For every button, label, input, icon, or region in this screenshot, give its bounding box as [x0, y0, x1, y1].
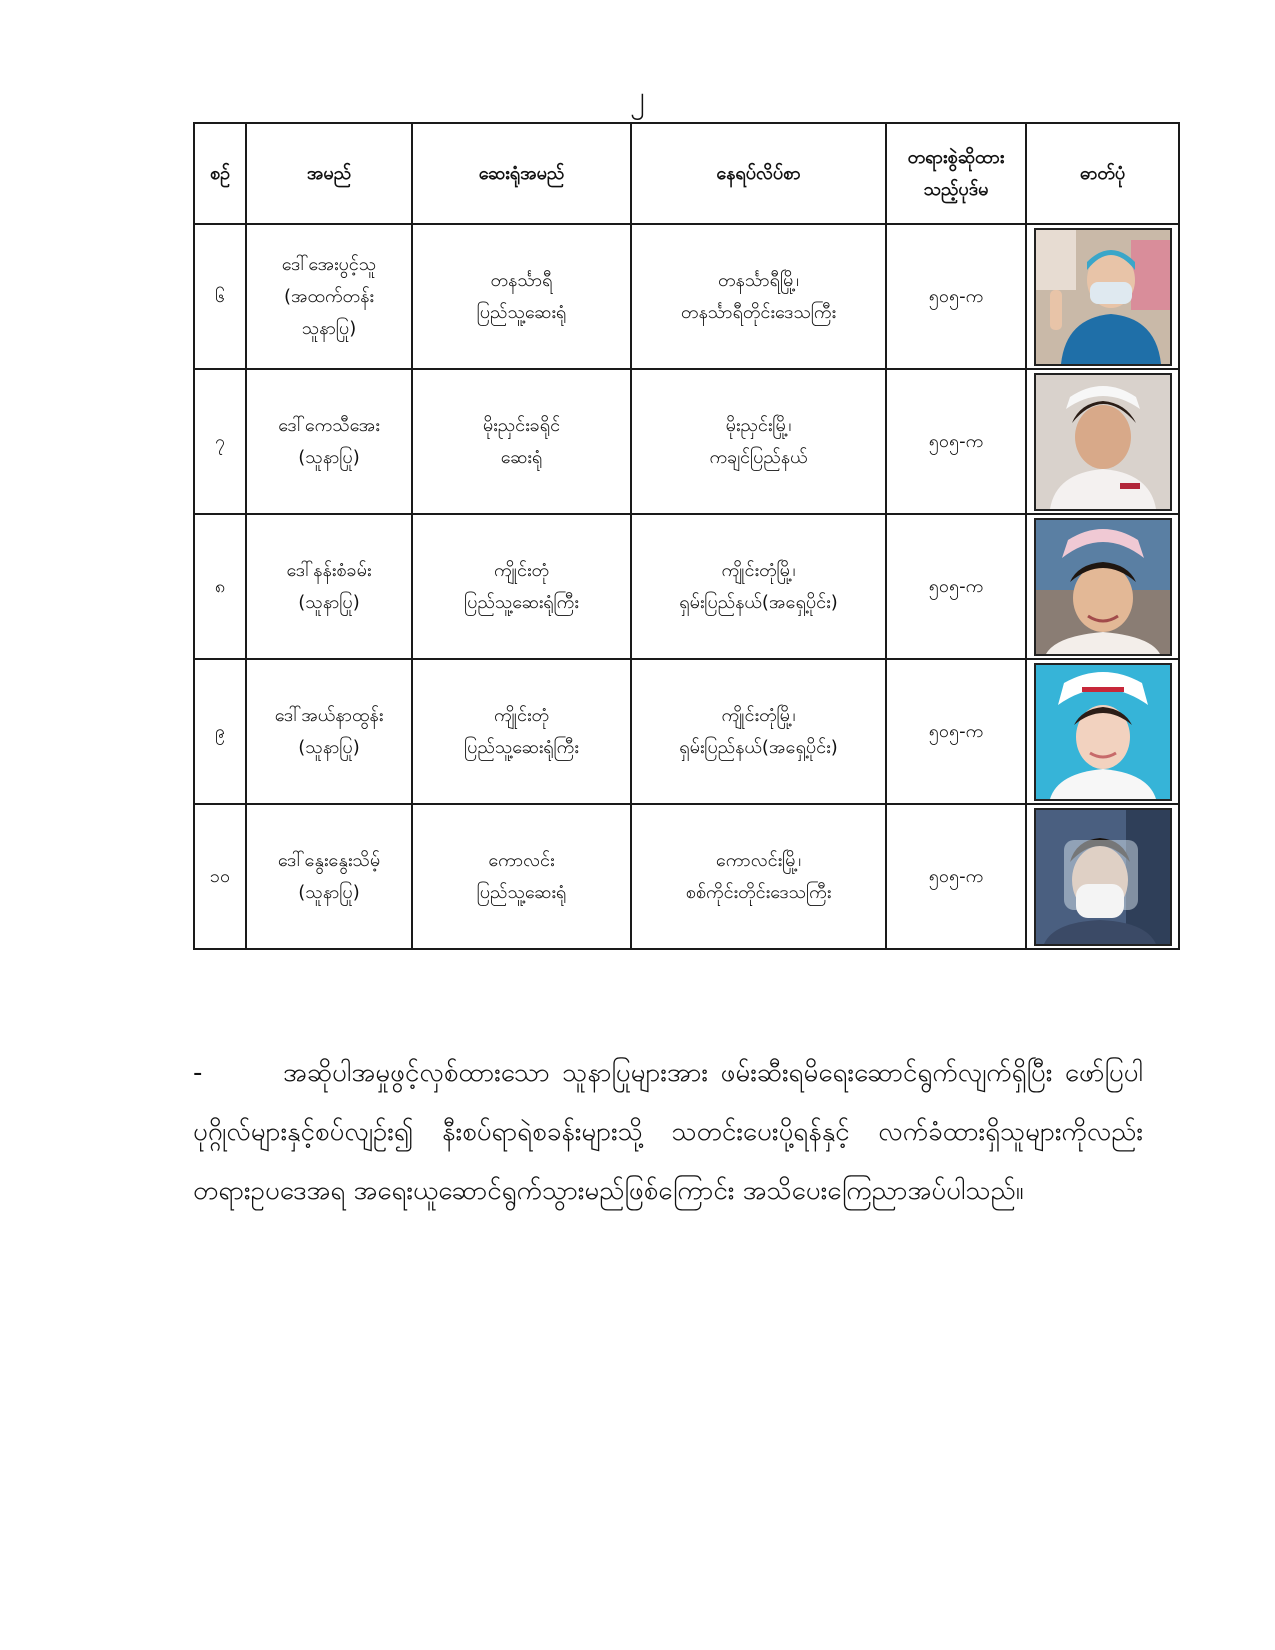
cell-law-section: ၅၀၅-က: [886, 514, 1026, 659]
cell-law-section: ၅၀၅-က: [886, 659, 1026, 804]
cell-law-section: ၅၀၅-က: [886, 369, 1026, 514]
cell-law-section: ၅၀၅-က: [886, 804, 1026, 949]
name-line: သူနာပြု): [301, 317, 357, 339]
list-dash: -: [193, 1058, 203, 1088]
table-row: [194, 804, 1179, 949]
name-line: (သူနာပြု): [298, 446, 360, 468]
cell-address: [631, 514, 886, 659]
cell-name: [246, 369, 412, 514]
cell-law-section: ၅၀၅-က: [886, 224, 1026, 369]
header-hospital: ဆေးရုံအမည်: [412, 123, 631, 224]
address-line: ကျိုင်းတုံမြို့၊: [721, 559, 796, 581]
cell-name: [246, 224, 412, 369]
cell-hospital: [412, 804, 631, 949]
cell-hospital: [412, 224, 631, 369]
address-line: မိုးညှင်းမြို့၊: [725, 414, 792, 436]
name-line: ဒေါ်အေးပွင့်သူ: [281, 253, 377, 275]
cell-photo: [1026, 659, 1179, 804]
name-line: ဒေါ်နွေးနွေးသိမ့်: [277, 849, 381, 871]
name-line: (အထက်တန်း: [284, 285, 374, 307]
cell-no: ၇: [194, 369, 246, 514]
table-row: [194, 659, 1179, 804]
header-address: နေရပ်လိပ်စာ: [631, 123, 886, 224]
cell-hospital: [412, 369, 631, 514]
hospital-line: ကျိုင်းတုံ: [493, 704, 550, 726]
cell-photo: [1026, 224, 1179, 369]
hospital-line: ပြည်သူ့ဆေးရုံကြီး: [464, 591, 579, 613]
address-line: ကျိုင်းတုံမြို့၊: [721, 704, 796, 726]
name-line: ဒေါ်အယ်နာထွန်း: [274, 704, 384, 726]
header-photo: ဓာတ်ပုံ: [1026, 123, 1179, 224]
address-line: ရှမ်းပြည်နယ်(အရှေ့ပိုင်း): [679, 591, 838, 613]
cell-hospital: [412, 659, 631, 804]
cell-no: ၈: [194, 514, 246, 659]
hospital-line: ဆေးရုံ: [500, 446, 543, 468]
portrait-photo: [1034, 663, 1172, 801]
address-line: ကောလင်းမြို့၊: [715, 849, 802, 871]
cell-photo: [1026, 804, 1179, 949]
cell-no: ၆: [194, 224, 246, 369]
cell-name: [246, 514, 412, 659]
name-line: (သူနာပြု): [298, 881, 360, 903]
header-name: အမည်: [246, 123, 412, 224]
header-law-line-1: တရားစွဲဆိုထား: [907, 146, 1005, 168]
cell-no: ၉: [194, 659, 246, 804]
cell-photo: [1026, 369, 1179, 514]
hospital-line: ပြည်သူ့ဆေးရုံ: [476, 881, 567, 903]
table-row: [194, 514, 1179, 659]
hospital-line: ကောလင်း: [488, 849, 555, 871]
name-line: ဒေါ်နန်းစံခမ်း: [286, 559, 372, 581]
cell-address: [631, 369, 886, 514]
address-line: ရှမ်းပြည်နယ်(အရှေ့ပိုင်း): [679, 736, 838, 758]
portrait-photo: [1034, 808, 1172, 946]
cell-hospital: [412, 514, 631, 659]
wanted-list-table: [193, 122, 1180, 950]
cell-name: [246, 804, 412, 949]
address-line: ကချင်ပြည်နယ်: [709, 446, 808, 468]
header-law-section: [886, 123, 1026, 224]
name-line: (သူနာပြု): [298, 736, 360, 758]
cell-photo: [1026, 514, 1179, 659]
cell-name: [246, 659, 412, 804]
announcement-text: အဆိုပါအမှုဖွင့်လှစ်ထားသော သူနာပြုများအား ဖမ်းဆီးရမိရေးဆောင်ရွက်လျက်ရှိပြီး ဖော်ပြပါပုဂ္ဂိုလ်များနှင့်စပ်လျဉ်း၍ နီးစပ်ရာရဲစခန်းများသို့ သတင်းပေးပို့ရန်နှင့် လက်ခံထားရှိသူများကိုလည်း တရားဥပဒေအရ အရေးယူဆောင်ရွက်သွားမည်ဖြစ်ကြောင်း အသိပေးကြေညာအပ်ပါသည်။: [193, 1058, 1143, 1206]
page-number: ၂: [630, 80, 645, 115]
name-line: (သူနာပြု): [298, 591, 360, 613]
address-line: တနင်္သာရီတိုင်းဒေသကြီး: [680, 301, 837, 323]
cell-no: ၁၀: [194, 804, 246, 949]
portrait-photo: [1034, 518, 1172, 656]
announcement-paragraph: [193, 1044, 1143, 1221]
hospital-line: ကျိုင်းတုံ: [493, 559, 550, 581]
header-no: စဉ်: [194, 123, 246, 224]
hospital-line: ပြည်သူ့ဆေးရုံကြီး: [464, 736, 579, 758]
portrait-photo: [1034, 373, 1172, 511]
address-line: တနင်္သာရီမြို့၊: [718, 269, 799, 291]
table-row: [194, 224, 1179, 369]
cell-address: [631, 804, 886, 949]
name-line: ဒေါ်ကေသီအေး: [278, 414, 380, 436]
hospital-line: မိုးညှင်းခရိုင်: [482, 414, 561, 436]
header-law-line-2: သည့်ပုဒ်မ: [923, 178, 989, 200]
hospital-line: တနင်္သာရီ: [490, 269, 553, 291]
address-line: စစ်ကိုင်းတိုင်းဒေသကြီး: [685, 881, 832, 903]
table-header-row: [194, 123, 1179, 224]
hospital-line: ပြည်သူ့ဆေးရုံ: [476, 301, 567, 323]
cell-address: [631, 224, 886, 369]
portrait-photo: [1034, 228, 1172, 366]
cell-address: [631, 659, 886, 804]
table-row: [194, 369, 1179, 514]
